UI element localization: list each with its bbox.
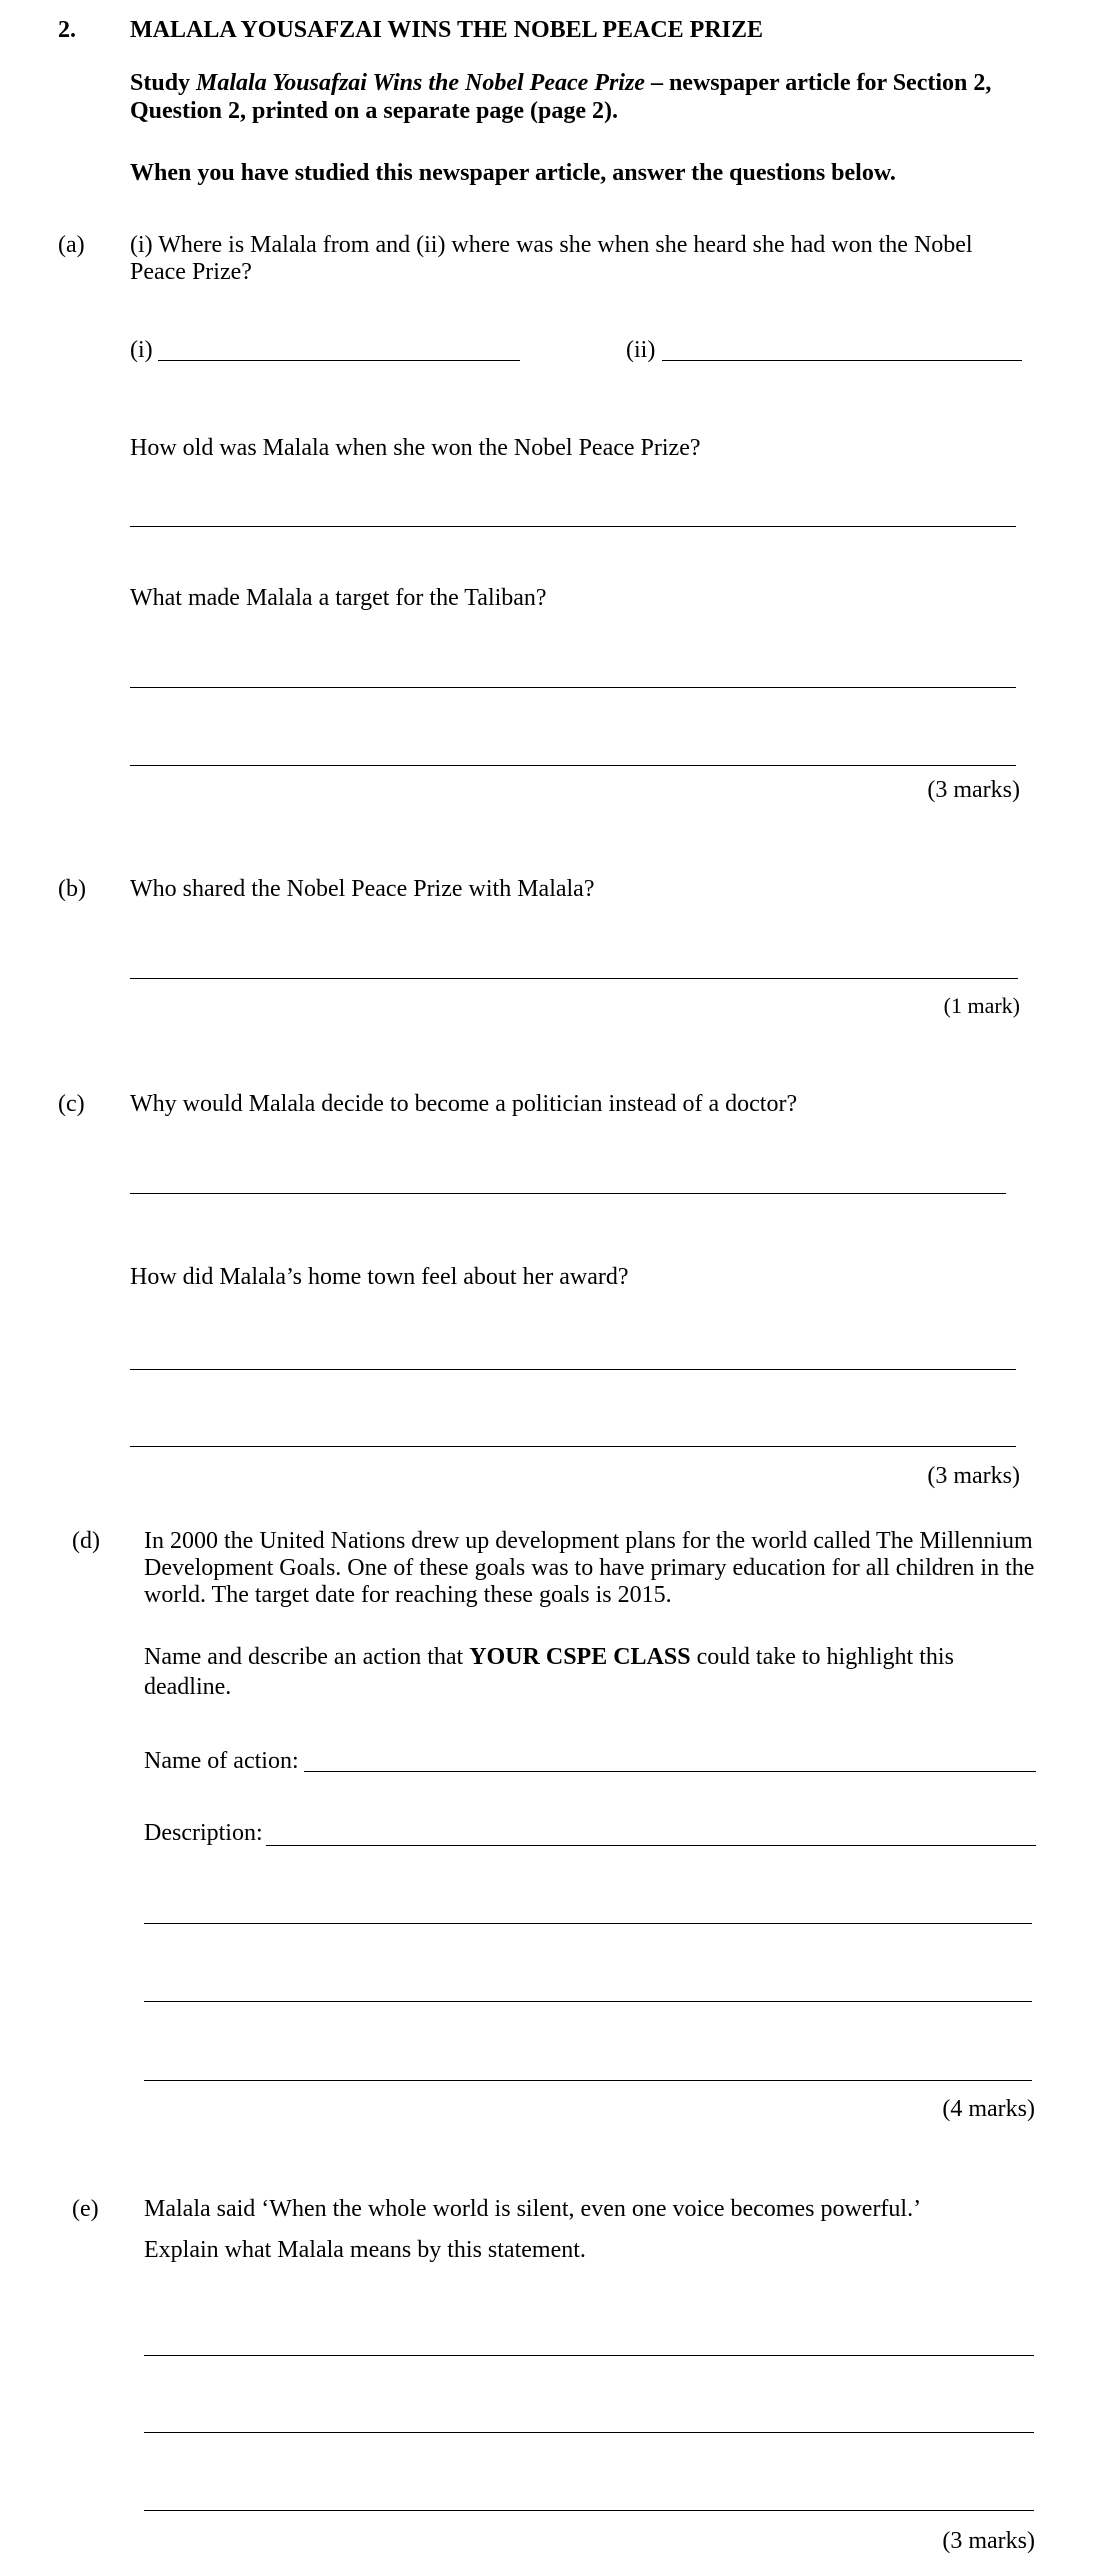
answer-instruction: When you have studied this newspaper article, answer the questions below. — [130, 160, 896, 186]
answer-line-e-2[interactable] — [144, 2432, 1034, 2433]
question-a-taliban: What made Malala a target for the Taliban? — [130, 585, 547, 611]
marks-a: (3 marks) — [927, 777, 1020, 803]
answer-line-d-description-2[interactable] — [144, 1923, 1032, 1924]
question-a-age: How old was Malala when she won the Nobel Peace Prize? — [130, 435, 701, 461]
answer-line-a-taliban-2[interactable] — [130, 765, 1016, 766]
answer-line-e-3[interactable] — [144, 2510, 1034, 2511]
section-a-label: (a) — [58, 232, 85, 258]
answer-line-d-description-1[interactable] — [266, 1845, 1036, 1846]
question-b: Who shared the Nobel Peace Prize with Malala? — [130, 876, 595, 902]
question-e-quote: Malala said ‘When the whole world is silent, even one voice becomes powerful.’ — [144, 2196, 922, 2222]
answer-line-a-i[interactable] — [158, 360, 520, 361]
paragraph-d-line1: In 2000 the United Nations drew up development plans for the world called The Millennium — [144, 1528, 1033, 1554]
page-title: MALALA YOUSAFZAI WINS THE NOBEL PEACE PRIZE — [130, 17, 764, 43]
section-b-label: (b) — [58, 876, 86, 902]
answer-line-b[interactable] — [130, 978, 1018, 979]
cspe-class-emphasis: YOUR CSPE CLASS — [469, 1644, 691, 1670]
answer-line-d-description-4[interactable] — [144, 2080, 1032, 2081]
question-d-line2: deadline. — [144, 1674, 232, 1700]
answer-line-a-ii[interactable] — [662, 360, 1022, 361]
question-number: 2. — [58, 17, 76, 43]
article-title: Malala Yousafzai Wins the Nobel Peace Prize — [196, 70, 645, 96]
question-a-i-ii-line1: (i) Where is Malala from and (ii) where was she when she heard she had won the Nobel — [130, 232, 973, 258]
study-instruction-line2: Question 2, printed on a separate page (page 2). — [130, 98, 618, 124]
name-of-action-label: Name of action: — [144, 1748, 299, 1774]
question-c-politician: Why would Malala decide to become a politician instead of a doctor? — [130, 1091, 798, 1117]
question-a-i-ii-line2: Peace Prize? — [130, 259, 252, 285]
paragraph-d-line2: Development Goals. One of these goals was to have primary education for all children in the — [144, 1555, 1035, 1581]
paragraph-d-line3: world. The target date for reaching these goals is 2015. — [144, 1582, 672, 1608]
marks-c: (3 marks) — [927, 1463, 1020, 1489]
marks-d: (4 marks) — [942, 2096, 1035, 2122]
answer-line-d-name[interactable] — [304, 1771, 1036, 1772]
answer-line-a-age[interactable] — [130, 526, 1016, 527]
answer-label-ii: (ii) — [626, 337, 656, 363]
question-d-line1: Name and describe an action that YOUR CSPE CLASS could take to highlight this — [144, 1644, 954, 1670]
marks-b: (1 mark) — [943, 993, 1020, 1018]
description-label: Description: — [144, 1820, 263, 1846]
answer-line-c-politician[interactable] — [130, 1193, 1006, 1194]
question-e-explain: Explain what Malala means by this statement. — [144, 2237, 586, 2263]
answer-label-i: (i) — [130, 337, 153, 363]
study-instruction-line1: Study Malala Yousafzai Wins the Nobel Peace Prize – newspaper article for Section 2, — [130, 70, 992, 96]
section-c-label: (c) — [58, 1091, 85, 1117]
section-e-label: (e) — [72, 2196, 99, 2222]
answer-line-a-taliban-1[interactable] — [130, 687, 1016, 688]
marks-e: (3 marks) — [942, 2528, 1035, 2554]
answer-line-c-hometown-1[interactable] — [130, 1369, 1016, 1370]
question-c-hometown: How did Malala’s home town feel about her award? — [130, 1264, 629, 1290]
answer-line-d-description-3[interactable] — [144, 2001, 1032, 2002]
section-d-label: (d) — [72, 1528, 100, 1554]
answer-line-e-1[interactable] — [144, 2355, 1034, 2356]
answer-line-c-hometown-2[interactable] — [130, 1446, 1016, 1447]
